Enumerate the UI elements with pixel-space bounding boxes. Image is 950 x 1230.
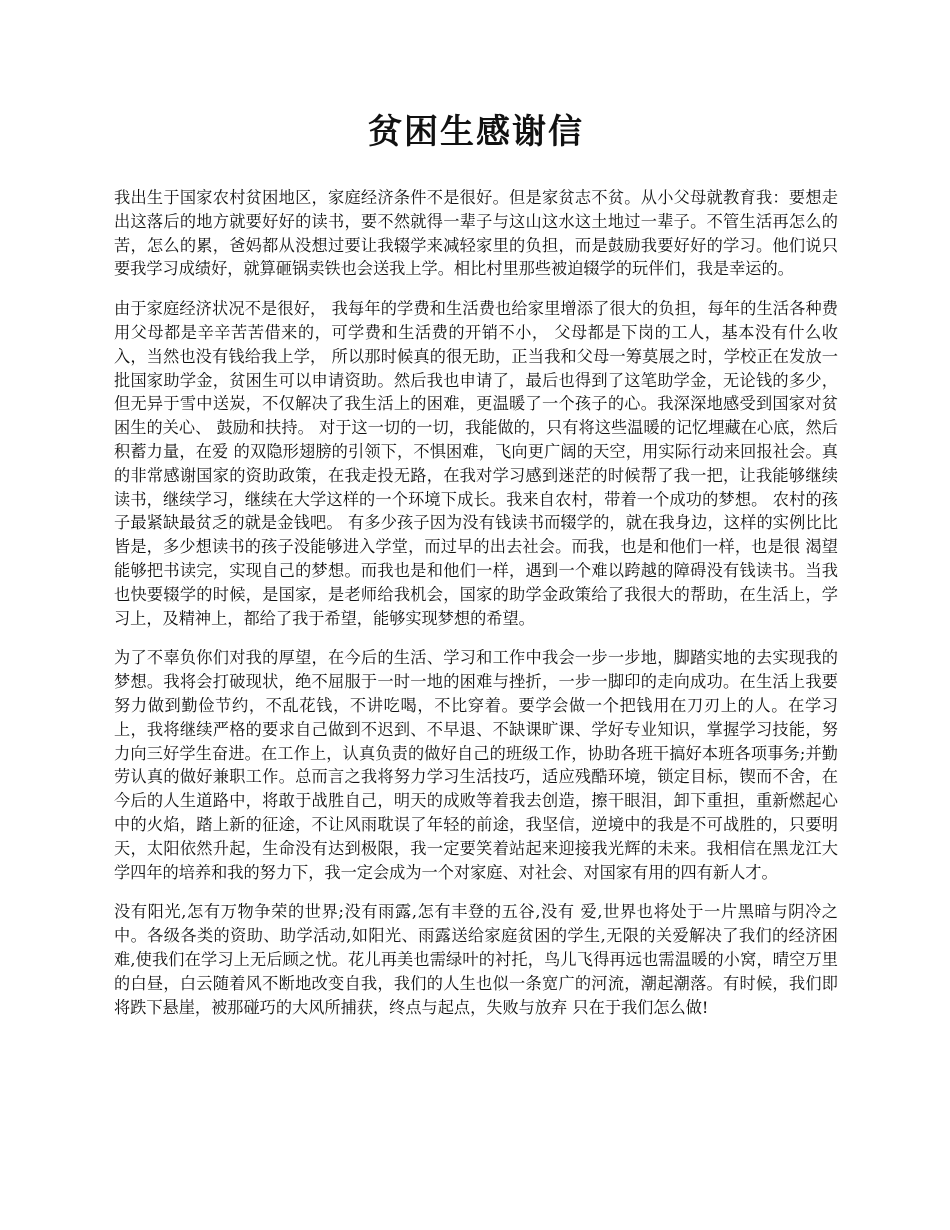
paragraph-4: 没有阳光,怎有万物争荣的世界;没有雨露,怎有丰登的五谷,没有 爱,世界也将处于一片黑暗与阴冷之中。各级各类的资助、助学活动,如阳光、雨露送给家庭贫困的学生,无限的关爱解决了我们的经济困难,使我们在学习上无后顾之忧。花儿再美也需绿叶的衬托，鸟儿飞得再远也需温暖的小窝，晴空万里的白昼，白云随着风不断地改变自我，我们的人生也似一条宽广的河流，潮起潮落。有时候，我们即将跌下悬崖，被那碰巧的大风所捕获，终点与起点，失败与放弃 只在于我们怎么做! bbox=[114, 902, 838, 1017]
paragraph-1: 我出生于国家农村贫困地区，家庭经济条件不是很好。但是家贫志不贫。从小父母就教育我：要想走出这落后的地方就要好好的读书，要不然就得一辈子与这山这水这土地过一辈子。不管生活再怎么的苦，怎么的累，爸妈都从没想过要让我辍学来减轻家里的负担，而是鼓励我要好好的学习。他们说只要我学习成绩好，就算砸锅卖铁也会送我上学。相比村里那些被迫辍学的玩伴们，我是幸运的。 bbox=[114, 188, 838, 279]
paragraph-3: 为了不辜负你们对我的厚望，在今后的生活、学习和工作中我会一步一步地，脚踏实地的去实现我的梦想。我将会打破现状，绝不屈服于一时一地的困难与挫折，一步一脚印的走向成功。在生活上我要努力做到勤俭节约，不乱花钱，不讲吃喝，不比穿着。要学会做一个把钱用在刀刃上的人。在学习上，我将继续严格的要求自己做到不迟到、不早退、不缺课旷课、学好专业知识，掌握学习技能，努力向三好学生奋进。在工作上，认真负责的做好自己的班级工作，协助各班干搞好本班各项事务;并勤劳认真的做好兼职工作。总而言之我将努力学习生活技巧，适应残酷环境，锁定目标，锲而不舍，在今后的人生道路中，将敢于战胜自己，明天的成败等着我去创造，擦干眼泪，卸下重担，重新燃起心中的火焰，踏上新的征途，不让风雨耽误了年轻的前途，我坚信，逆境中的我是不可战胜的，只要明天，太阳依然升起，生命没有达到极限，我一定要笑着站起来迎接我光辉的未来。我相信在黑龙江大学四年的培养和我的努力下，我一定会成为一个对家庭、对社会、对国家有用的四有新人才。 bbox=[114, 648, 838, 882]
document-title: 贫困生感谢信 bbox=[368, 112, 584, 152]
document-page bbox=[114, 112, 838, 1035]
paragraph-2: 由于家庭经济状况不是很好， 我每年的学费和生活费也给家里增添了很大的负担，每年的生活各种费用父母都是辛辛苦苦借来的，可学费和生活费的开销不小， 父母都是下岗的工人，基本没有什么收入，当然也没有钱给我上学， 所以那时候真的很无助，正当我和父母一筹莫展之时，学校正在发放一批国家助学金，贫困生可以申请资助。然后我也申请了，最后也得到了这笔助学金，无论钱的多少，但无异于雪中送炭，不仅解决了我生活上的困难，更温暖了一个孩子的心。我深深地感受到国家对贫困生的关心、 鼓励和扶持。 对于这一切的一切，我能做的，只有将这些温暖的记忆埋藏在心底，然后积蓄力量，在爱 的双隐形翅膀的引领下，不惧困难，飞向更广阔的天空，用实际行动来回报社会。真的非常感谢国家的资助政策，在我走投无路，在我对学习感到迷茫的时候帮了我一把，让我能够继续读书，继续学习，继续在大学这样的一个环境下成长。我来自农村，带着一个成功的梦想。 农村的孩子最紧缺最贫乏的就是金钱吧。 有多少孩子因为没有钱读书而辍学的，就在我身边，这样的实例比比皆是，多少想读书的孩子没能够进入学堂，而过早的出去社会。而我，也是和他们一样，也是很 渴望能够把书读完，实现自己的梦想。而我也是和他们一样，遇到一个难以跨越的障碍没有钱读书。当我也快要辍学的时候，是国家，是老师给我机会，国家的助学金政策给了我很大的帮助，在生活上，学习上，及精神上，都给了我于希望，能够实现梦想的希望。 bbox=[114, 299, 838, 628]
